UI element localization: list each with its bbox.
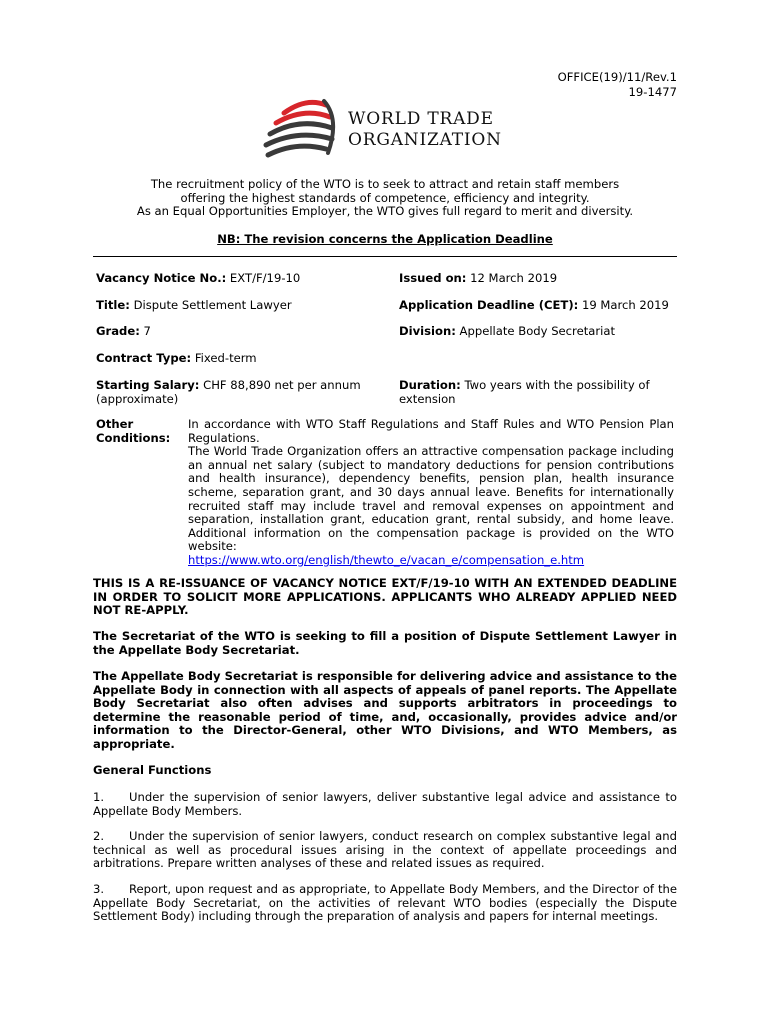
policy-line-3: As an Equal Opportunities Employer, the WTO gives full regard to merit and diversity. bbox=[136, 204, 634, 219]
title-value: Dispute Settlement Lawyer bbox=[129, 298, 292, 312]
starting-salary bbox=[96, 378, 361, 406]
function-number: 1. bbox=[93, 790, 105, 804]
division-value: Appellate Body Secretariat bbox=[455, 324, 615, 338]
revision-note: NB: The revision concerns the Application Deadline bbox=[217, 232, 553, 246]
function-item bbox=[93, 883, 677, 924]
reference-line-2: 19-1477 bbox=[628, 85, 677, 99]
contract-value: Fixed-term bbox=[191, 351, 257, 365]
function-number: 2. bbox=[93, 829, 105, 843]
salary-value: CHF 88,890 net per annum bbox=[199, 378, 361, 392]
seeking-statement: The Secretariat of the WTO is seeking to fill a position of Dispute Settlement Lawyer in the Appellate Body Secretariat. bbox=[93, 629, 677, 657]
other-label-line-2: Conditions: bbox=[96, 430, 171, 445]
policy-line-2: offering the highest standards of competence, efficiency and integrity. bbox=[180, 190, 590, 205]
compensation-link[interactable]: https://www.wto.org/english/thewto_e/vacan_e/compensation_e.htm bbox=[188, 552, 585, 567]
division bbox=[399, 324, 615, 338]
issued-date bbox=[399, 271, 557, 285]
other-conditions-text bbox=[188, 418, 674, 568]
function-number: 3. bbox=[93, 882, 105, 896]
general-functions-heading: General Functions bbox=[93, 763, 212, 777]
wto-emblem-icon bbox=[262, 95, 352, 161]
divider bbox=[93, 256, 677, 257]
function-text: Report, upon request and as appropriate, to Appellate Body Members, and the Director of the Appellate Body Secretariat, on the activities of relevant WTO bodies (especially the Dispute Settlement Body) including through the preparation of analysis and papers for internal meetings. bbox=[93, 882, 677, 924]
application-deadline bbox=[399, 298, 669, 312]
job-title bbox=[96, 298, 292, 312]
other-conditions-label bbox=[96, 418, 170, 445]
secretariat-description: The Appellate Body Secretariat is responsible for delivering advice and assistance to the Appellate Body in connection with all aspects of appeals of panel reports. The Appellate Body Secretariat also often advises and supports arbitrators in proceedings to determine the reasonable period of time, and, occasionally, provides advice and/or information to the Director-General, other WTO Divisions, and WTO Members, as appropriate. bbox=[93, 669, 677, 751]
contract-type bbox=[96, 351, 257, 365]
division-label: Division: bbox=[399, 324, 456, 338]
compensation-text: The World Trade Organization offers an attractive compensation package including an annual net salary (subject to mandatory deductions for pension contributions and health insurance), dependency benefits, pension plan, health insurance scheme, separation grant, and 30 days annual leave. Benefits for internationally recruited staff may include travel and removal expenses on appointment and separation, installation grant, education grant, rental subsidy, and home leave. Additional information on the compensation package is provided on the WTO website: bbox=[188, 444, 674, 554]
duration-note: extension bbox=[399, 392, 456, 406]
logo-line-2: ORGANIZATION bbox=[348, 130, 502, 150]
duration-label: Duration: bbox=[399, 378, 461, 392]
deadline-label: Application Deadline (CET): bbox=[399, 298, 579, 312]
function-text: Under the supervision of senior lawyers, conduct research on complex substantive legal and technical as well as procedural issues arising in the context of appellate proceedings and arbitrations. Prepare written analyses of these and related issues as required. bbox=[93, 829, 677, 871]
other-label-line-1: Other bbox=[96, 417, 134, 431]
reissuance-notice: THIS IS A RE-ISSUANCE OF VACANCY NOTICE EXT/F/19-10 WITH AN EXTENDED DEADLINE IN ORDER TO SOLICIT MORE APPLICATIONS. APPLICANTS WHO ALREADY APPLIED NEED NOT RE-APPLY. bbox=[93, 576, 677, 618]
policy-line-1: The recruitment policy of the WTO is to seek to attract and retain staff members bbox=[150, 177, 620, 191]
vacancy-number bbox=[96, 271, 300, 285]
logo-line-1: WORLD TRADE bbox=[348, 109, 494, 129]
grade bbox=[96, 324, 151, 338]
duration bbox=[399, 378, 650, 406]
title-label: Title: bbox=[96, 298, 130, 312]
salary-note: (approximate) bbox=[96, 392, 179, 406]
salary-label: Starting Salary: bbox=[96, 378, 200, 392]
grade-label: Grade: bbox=[96, 324, 140, 338]
recruitment-policy bbox=[93, 178, 677, 219]
grade-value: 7 bbox=[139, 324, 151, 338]
vacancy-value: EXT/F/19-10 bbox=[226, 271, 301, 285]
deadline-value: 19 March 2019 bbox=[578, 298, 669, 312]
function-item bbox=[93, 791, 677, 818]
duration-value: Two years with the possibility of bbox=[460, 378, 650, 392]
contract-label: Contract Type: bbox=[96, 351, 192, 365]
reference-number bbox=[558, 70, 677, 100]
vacancy-label: Vacancy Notice No.: bbox=[96, 271, 227, 285]
function-item bbox=[93, 830, 677, 871]
logo-wordmark bbox=[348, 109, 502, 151]
function-text: Under the supervision of senior lawyers, deliver substantive legal advice and assistance to Appellate Body Members. bbox=[93, 790, 677, 818]
issued-label: Issued on: bbox=[399, 271, 467, 285]
issued-value: 12 March 2019 bbox=[466, 271, 558, 285]
regulations-text: In accordance with WTO Staff Regulations and Staff Rules and WTO Pension Plan Regulations. bbox=[188, 417, 674, 445]
wto-logo bbox=[262, 95, 522, 161]
reference-line-1: OFFICE(19)/11/Rev.1 bbox=[557, 70, 677, 84]
